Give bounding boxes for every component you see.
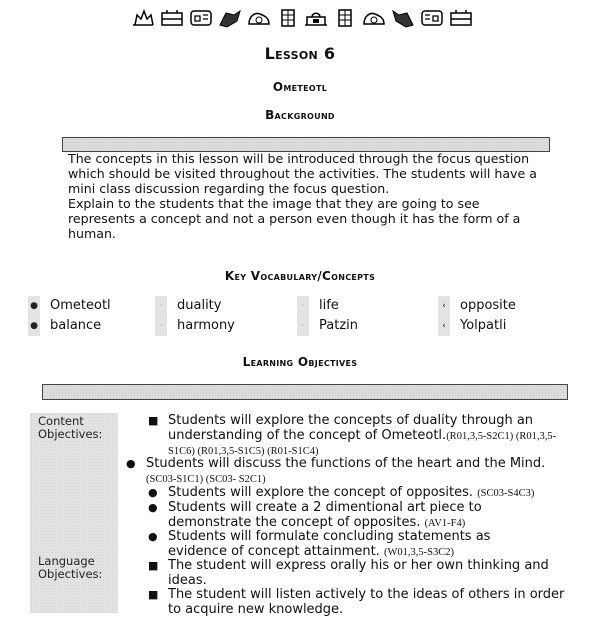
bullet-icon: ·	[297, 296, 309, 316]
objective-item: ■ Students will explore the concepts of duality through an understanding of the concept of Ometeotl.(R01,3,5-S2C1) (R01,3,5-S1C6) (R01,3,5-S1C5) (R01-S1C4)	[148, 413, 557, 457]
vocab-column-2	[155, 296, 235, 336]
bullet-icon: ·	[297, 316, 309, 336]
background-paragraph-1: The concepts in this lesson will be introduced through the focus question which should be visited throughout the activities. The students will have a mini class discussion regarding the focus question.	[68, 151, 537, 196]
background-heading: Background	[265, 108, 335, 122]
aztec-glyph-1-icon	[130, 7, 156, 29]
objective-item: ● Students will discuss the functions of the heart and the Mind. (SC03-S1C1) (SC03- S2C1)	[126, 456, 546, 485]
aztec-glyph-8-icon	[332, 7, 358, 29]
aztec-glyph-3-icon	[188, 7, 214, 29]
bullet-icon: ·	[155, 316, 167, 336]
vocab-item: ● Ometeotl	[28, 296, 111, 316]
aztec-glyph-6-icon	[275, 7, 301, 29]
vocab-column-3	[297, 296, 358, 336]
bullet-icon: ●	[126, 457, 136, 470]
aztec-glyph-7-icon	[303, 7, 329, 29]
aztec-glyph-5-icon	[246, 7, 272, 29]
bullet-icon: ‹	[438, 296, 450, 316]
vocab-item: · life	[297, 296, 358, 316]
vocab-column-4	[438, 296, 516, 336]
vocab-item: · Patzin	[297, 316, 358, 336]
aztec-glyph-4-icon	[217, 7, 243, 29]
bullet-icon: ●	[28, 296, 40, 316]
objective-item: ● Students will formulate concluding statements as evidence of concept attainment. (W01,3,5-S3C2)	[148, 529, 491, 559]
objectives-heading: Learning Objectives	[242, 355, 358, 369]
content-objectives-label: Content Objectives:	[38, 414, 103, 441]
square-bullet-icon: ■	[148, 559, 159, 572]
language-objectives-label: Language Objectives:	[38, 554, 103, 581]
lesson-title: Lesson 6	[264, 44, 336, 63]
square-bullet-icon: ■	[148, 414, 159, 427]
objectives-divider-bar	[42, 384, 568, 400]
objectives-label-column	[30, 413, 118, 613]
aztec-glyph-9-icon	[361, 7, 387, 29]
bullet-icon: ‹	[438, 316, 450, 336]
objective-item: ● Students will create a 2 dimentional art piece to demonstrate the concept of opposites. (AV1-F4)	[148, 500, 482, 530]
vocab-item: ‹ Yolpatli	[438, 316, 516, 336]
background-text	[68, 151, 548, 241]
vocab-column-1	[28, 296, 111, 336]
aztec-glyph-11-icon	[419, 7, 445, 29]
vocab-item: · duality	[155, 296, 235, 316]
topic-title: Ometeotl	[272, 80, 328, 94]
aztec-glyph-10-icon	[390, 7, 416, 29]
objective-item: ■ The student will express orally his or her own thinking and ideas.	[148, 558, 549, 588]
background-divider-bar	[62, 137, 550, 152]
vocab-item: · harmony	[155, 316, 235, 336]
aztec-glyph-12-icon	[448, 7, 474, 29]
bullet-icon: ·	[155, 296, 167, 316]
objective-item: ■ The student will listen actively to the ideas of others in order to acquire new knowledge.	[148, 587, 565, 617]
aztec-glyph-2-icon	[159, 7, 185, 29]
vocabulary-heading: Key Vocabulary/Concepts	[224, 269, 376, 283]
objective-item: ● Students will explore the concept of opposites. (SC03-S4C3)	[148, 485, 535, 500]
bullet-icon: ●	[148, 486, 158, 499]
bullet-icon: ●	[148, 530, 158, 543]
vocab-item: ‹ opposite	[438, 296, 516, 316]
square-bullet-icon: ■	[148, 588, 159, 601]
bullet-icon: ●	[148, 501, 158, 514]
background-paragraph-2: Explain to the students that the image that they are going to see represents a concept and not a person even though it has the form of a human.	[68, 196, 521, 241]
bullet-icon: ●	[28, 316, 40, 336]
vocab-item: ● balance	[28, 316, 111, 336]
aztec-glyph-band	[130, 4, 474, 32]
